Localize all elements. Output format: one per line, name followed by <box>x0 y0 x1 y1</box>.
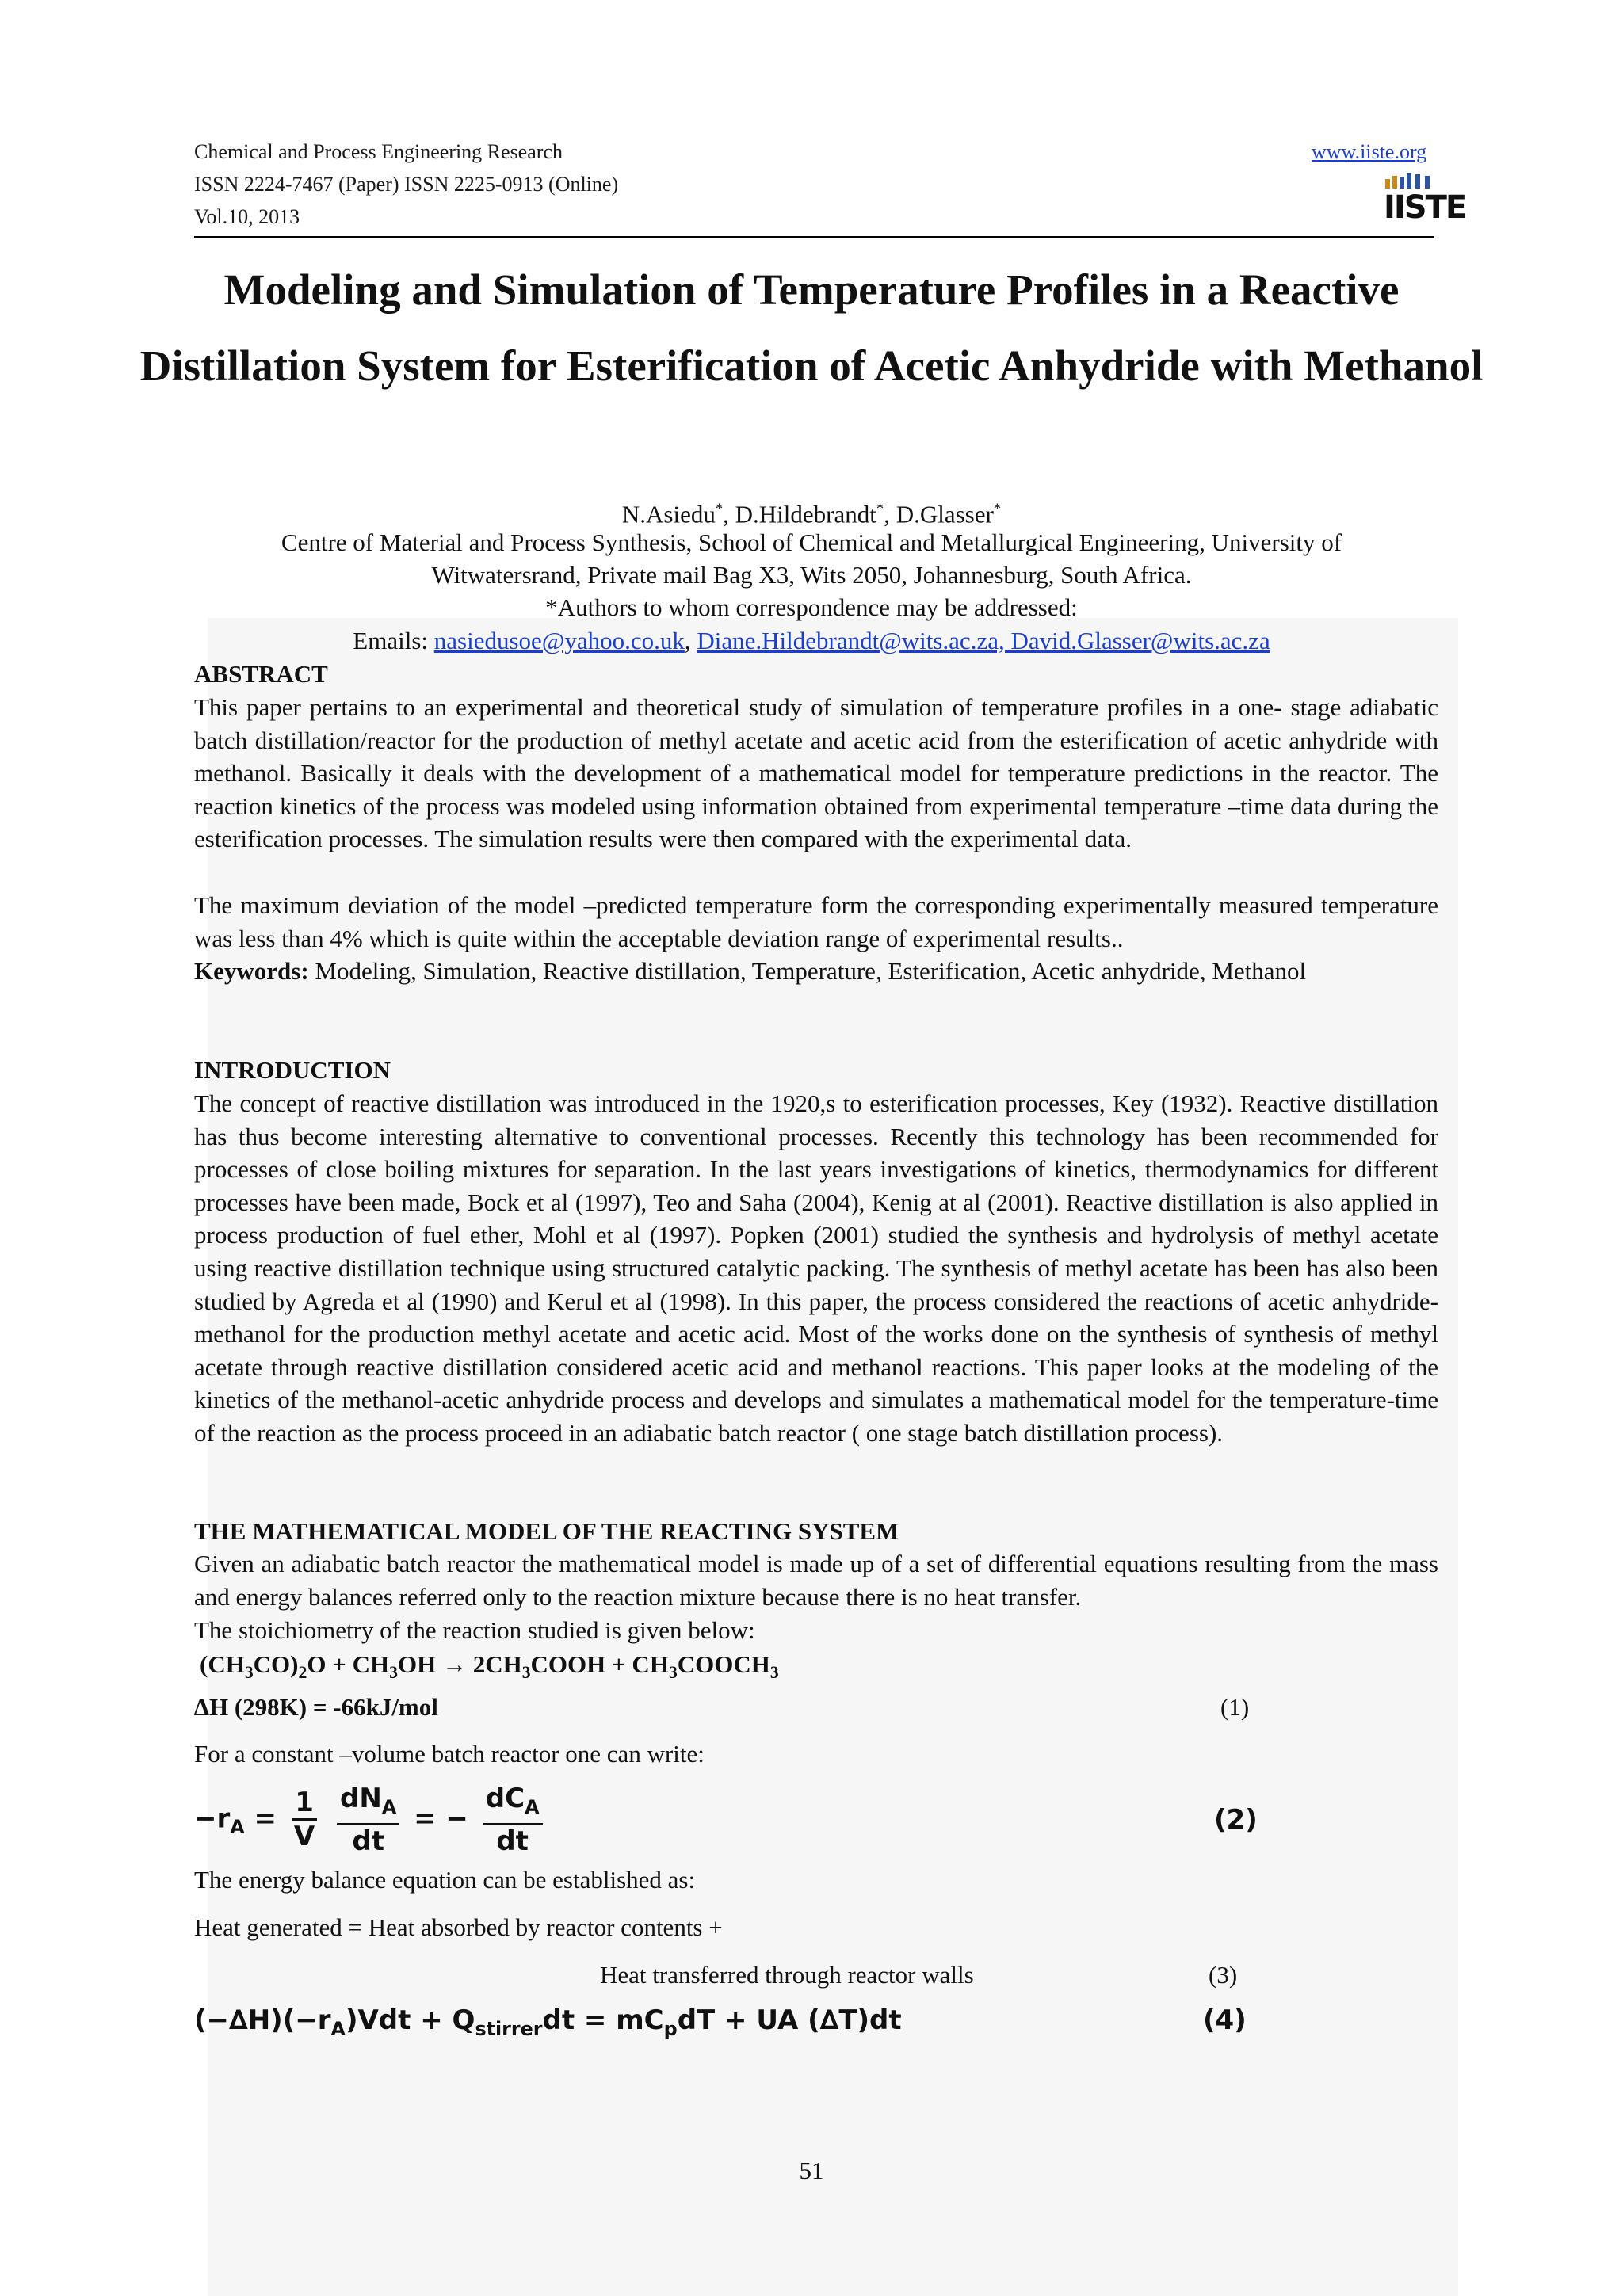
equation-number: (4) <box>1203 2004 1247 2036</box>
equation-number: (3) <box>1209 1961 1238 1989</box>
stoichiometry-intro: The stoichiometry of the reaction studied is given below: <box>194 1616 755 1644</box>
introduction-paragraph: The concept of reactive distillation was introduced in the 1920,s to esterification processes, Key (1932). Reactive distillation has thus become interesting alternative to conventional processes. Recently this technology has been recommended for processes of close boiling mixtures for separation. In the last years investigations of kinetics, thermodynamics for different processes have been made, Bock et al (1997), Teo and Saha (2004), Kenig at al (2001). Reactive distillation is also applied in process production of fuel ether, Mohl et al (1997). Popken (2001) studied the synthesis and hydrolysis of methyl acetate using reactive distillation technique using structured catalytic packing. The synthesis of methyl acetate has been has also been studied by Agreda et al (1990) and Kerul et al (1998). In this paper, the process considered the reactions of acetic anhydride-methanol for the production methyl acetate and acetic acid. Most of the works done on the synthesis of synthesis of methyl acetate through reactive distillation considered acetic acid and methanol reactions. This paper looks at the modeling of the kinetics of the methanol-acetic anhydride process and develops and simulates a mathematical model for the temperature-time of the reaction as the process proceed in an adiabatic batch reactor ( one stage batch distillation process). <box>194 1089 1438 1447</box>
author-name: N.Asiedu <box>621 500 716 528</box>
keywords-label: Keywords: <box>194 957 309 985</box>
author-name: D.Hildebrandt <box>735 500 876 528</box>
author-mark: * <box>715 501 724 517</box>
author-mark: * <box>876 501 884 517</box>
energy-equation: $(-\Delta H)(-r_A)Vdt + Q_{stirrer}dt = mC_pdT$ + UA (∆T)dt <box>194 2004 902 2040</box>
energy-balance-intro: The energy balance equation can be established as: <box>194 1866 696 1894</box>
equation-number: (2) <box>1214 1804 1258 1836</box>
emails-label: Emails: <box>353 627 434 654</box>
abstract-paragraph: This paper pertains to an experimental and theoretical study of simulation of temperature profiles in a one- stage adiabatic batch distillation/reactor for the production of methyl acetate and acetic acid from the esterification of acetic anhydride with methanol. Basically it deals with the development of a mathematical model for temperature predictions in the reactor. The reaction kinetics of the process was modeled using information obtained from experimental temperature –time data during the esterification processes. The simulation results were then compared with the experimental data. <box>194 693 1438 853</box>
author-name: D.Glasser <box>896 500 994 528</box>
emails-line: Emails: nasiedusoe@yahoo.co.uk, Diane.Hildebrandt@wits.ac.za, David.Glasser@wits.ac.za <box>353 627 1270 654</box>
keywords-list: Modeling, Simulation, Reactive distillation, Temperature, Esterification, Acetic anhydride, Methanol <box>308 957 1307 985</box>
email-link[interactable]: nasiedusoe@yahoo.co.uk <box>433 627 685 654</box>
header-divider <box>194 236 1434 238</box>
affiliation: Centre of Material and Process Synthesis, School of Chemical and Metallurgical Engineering, University of Witwatersrand, Private mail Bag X3, Wits 2050, Johannesburg, South Africa. <box>281 528 1342 589</box>
journal-name: Chemical and Process Engineering Research <box>194 140 563 163</box>
introduction-heading: INTRODUCTION <box>194 1056 391 1084</box>
abstract-paragraph: The maximum deviation of the model –predicted temperature form the corresponding experimentally measured temperature was less than 4% which is quite within the acceptable deviation range of experimental results.. <box>194 891 1438 952</box>
equation-number: (1) <box>1220 1693 1250 1721</box>
correspondence-note: *Authors to whom correspondence may be addressed: <box>545 593 1078 621</box>
keywords <box>194 955 1438 988</box>
batch-reactor-intro: For a constant –volume batch reactor one can write: <box>194 1740 705 1768</box>
heat-balance-line: Heat transferred through reactor walls <box>600 1961 974 1989</box>
author-mark: * <box>993 501 1002 517</box>
email-link[interactable]: Diane.Hildebrandt@wits.ac.za, David.Glasser@wits.ac.za <box>697 627 1270 654</box>
model-heading: THE MATHEMATICAL MODEL OF THE REACTING SYSTEM <box>194 1517 899 1545</box>
paper-title: Modeling and Simulation of Temperature Profiles in a Reactive Distillation System for Esterification of Acetic Anhydride with Methanol <box>139 265 1484 390</box>
abstract-heading: ABSTRACT <box>194 660 328 688</box>
rate-equation: $-r_A$ = $\frac{1}{V}$ $\frac{dN_A}{dt}$ = − $\frac{dC_A}{dt}$ <box>194 1783 548 1857</box>
heat-balance-line: Heat generated = Heat absorbed by reactor contents + <box>194 1913 723 1941</box>
volume: Vol.10, 2013 <box>194 205 300 228</box>
reaction-equation: $(CH_3CO)_2O + CH_3OH$ → $2CH_3COOH$ + $CH_3COOCH_3$ <box>200 1650 779 1683</box>
iiste-logo-bars-icon <box>1385 171 1434 189</box>
issn: ISSN 2224-7467 (Paper) ISSN 2225-0913 (Online) <box>194 173 619 196</box>
page-number: 51 <box>799 2157 824 2184</box>
author-list: N.Asiedu*, D.Hildebrandt*, D.Glasser* <box>621 500 1002 528</box>
model-paragraph: Given an adiabatic batch reactor the mathematical model is made up of a set of differential equations resulting from the mass and energy balances referred only to the reaction mixture because there is no heat transfer. <box>194 1550 1438 1611</box>
reaction-enthalpy: ∆H (298K) = -66kJ/mol <box>194 1693 438 1721</box>
website-link[interactable]: www.iiste.org <box>1312 140 1427 163</box>
iiste-logo: IISTE <box>1384 189 1466 226</box>
